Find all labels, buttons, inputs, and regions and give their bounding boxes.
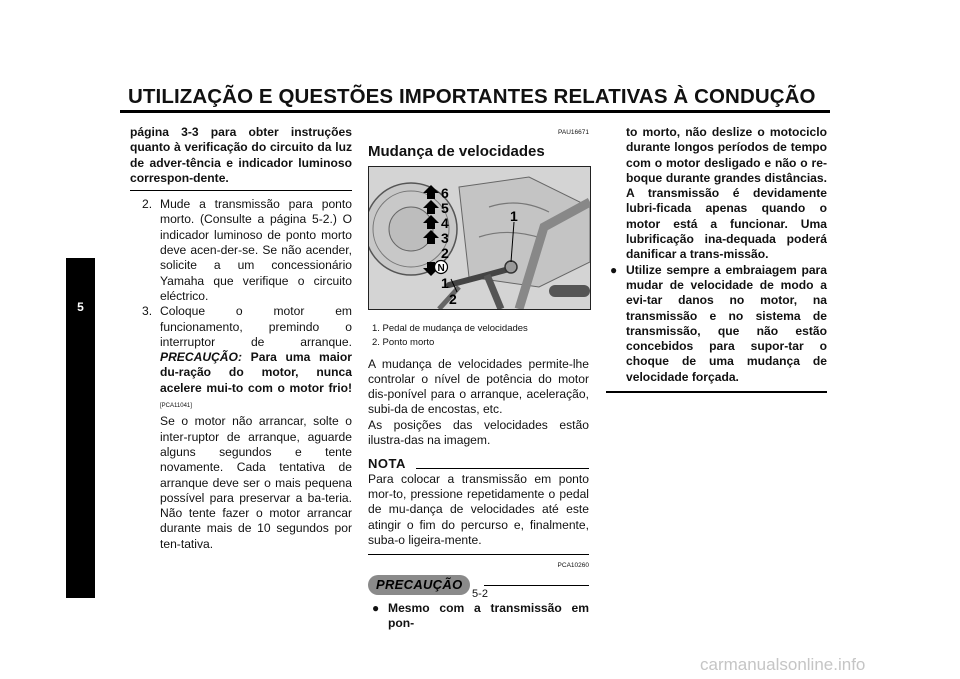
- list-number: 2.: [142, 197, 153, 212]
- list-text: Coloque o motor em funcionamento, premindo o interruptor de arranque.: [160, 304, 352, 349]
- nota-end-rule: [368, 554, 589, 555]
- caution-end-rule: [606, 391, 827, 393]
- bullet-text: to morto, não deslize o motociclo durante longos períodos de tempo com o motor desligado e não o re-boque durante grandes distâncias. A transmissão é devidamente lubri-ficada apenas quando o motor está a funcionar. Uma lubrificação ina-dequada poderá danificar a trans-missão.: [626, 125, 827, 262]
- section-title: Mudança de velocidades: [368, 143, 545, 161]
- list-text-continued: Se o motor não arrancar, solte o inter-ruptor de arranque, aguarde alguns segundos e tente novamente. Cada tentativa de arranque deve ser o mais pequena possível para preservar a ba-teria. Não tente fazer o motor arrancar durante mais de 10 segundos por ten-tativa.: [160, 414, 352, 551]
- list-number: 3.: [142, 304, 153, 319]
- callout-2: 2: [449, 290, 457, 307]
- intro-warning-text: página 3-3 para obter instruções quanto à verificação do circuito da luz de adver-tência e indicador luminoso correspon-dente.: [130, 125, 352, 185]
- caption-item-2: 2. Ponto morto: [372, 337, 435, 349]
- gear-label-2: 2: [441, 244, 449, 261]
- gear-shift-illustration: [369, 167, 590, 309]
- nota-header: [368, 456, 589, 471]
- gear-label-4: 4: [441, 214, 449, 231]
- bullet-icon: ●: [610, 262, 618, 277]
- page-number: 5-2: [472, 588, 488, 600]
- inline-caution-text: Para uma maior du-ração do motor, nunca acelere mui-to com o motor frio!: [160, 350, 352, 395]
- list-item-2: [130, 197, 352, 304]
- gear-label-1: 1: [441, 274, 449, 291]
- caution-bullet-2: [606, 263, 827, 385]
- body-paragraph-2: As posições das velocidades estão ilustra-das na imagem.: [368, 417, 589, 448]
- list-body: [160, 304, 352, 552]
- bullet-text: Utilize sempre a embraiagem para mudar de velocidade de modo a evi-tar danos no motor, na transmissão e no sistema de transmissão, que não estão concebidos para supor-tar o choque de uma mudança de velocidade forçada.: [626, 262, 827, 384]
- caution-bullet-1: [368, 601, 589, 632]
- column-2: [368, 125, 589, 631]
- figure-caption: [372, 322, 589, 351]
- column-1: [130, 125, 352, 552]
- watermark: carmanualsonline.info: [700, 655, 866, 674]
- chapter-tab-number: 5: [77, 300, 84, 314]
- gear-label-3: 3: [441, 229, 449, 246]
- body-paragraph-1: A mudança de velocidades permite-lhe controlar o nível de potência do motor dis-ponível para o arranque, aceleração, subi-da de encostas, etc.: [368, 356, 589, 417]
- bullet-text: Mesmo com a transmissão em pon-: [388, 600, 589, 631]
- list-text: Mude a transmissão para ponto morto. (Consulte a página 5-2.) O indicador luminoso de ponto morto deve acen-der-se. Se não acender, solicite a um concessionário Yamaha que verifique o circuito eléctrico.: [160, 197, 352, 303]
- column-1-divider: [130, 190, 352, 191]
- caution-bullet-1-continued: [606, 125, 827, 263]
- column-3: [606, 125, 827, 393]
- caution-badge: PRECAUÇÃO: [368, 575, 470, 594]
- nota-text: Para colocar a transmissão em ponto mor-to, pressione repetidamente o pedal de mu-dança de velocidades até este atingir o fim do percurso e, finalmente, suba-o ligeira-mente.: [368, 471, 589, 547]
- list-item-3: [130, 304, 352, 552]
- caution-rule: [484, 585, 589, 586]
- caution-code: [PCA11041]: [160, 403, 192, 410]
- callout-1: 1: [510, 207, 518, 224]
- page-title: UTILIZAÇÃO E QUESTÕES IMPORTANTES RELATIVAS À CONDUÇÃO: [128, 85, 816, 108]
- caption-item-1: 1. Pedal de mudança de velocidades: [372, 322, 528, 334]
- section-code: PAU16671: [558, 129, 589, 136]
- gear-shift-figure: [368, 166, 591, 310]
- bullet-icon: ●: [372, 600, 380, 615]
- gear-label-5: 5: [441, 199, 449, 216]
- inline-caution-label: PRECAUÇÃO:: [160, 350, 242, 365]
- nota-label: NOTA: [368, 456, 406, 472]
- nota-rule: [416, 468, 589, 469]
- caution-code: PCA10260: [557, 562, 589, 570]
- gear-label-n: N: [437, 262, 445, 274]
- gear-label-6: 6: [441, 184, 449, 201]
- header-rule: [120, 110, 830, 113]
